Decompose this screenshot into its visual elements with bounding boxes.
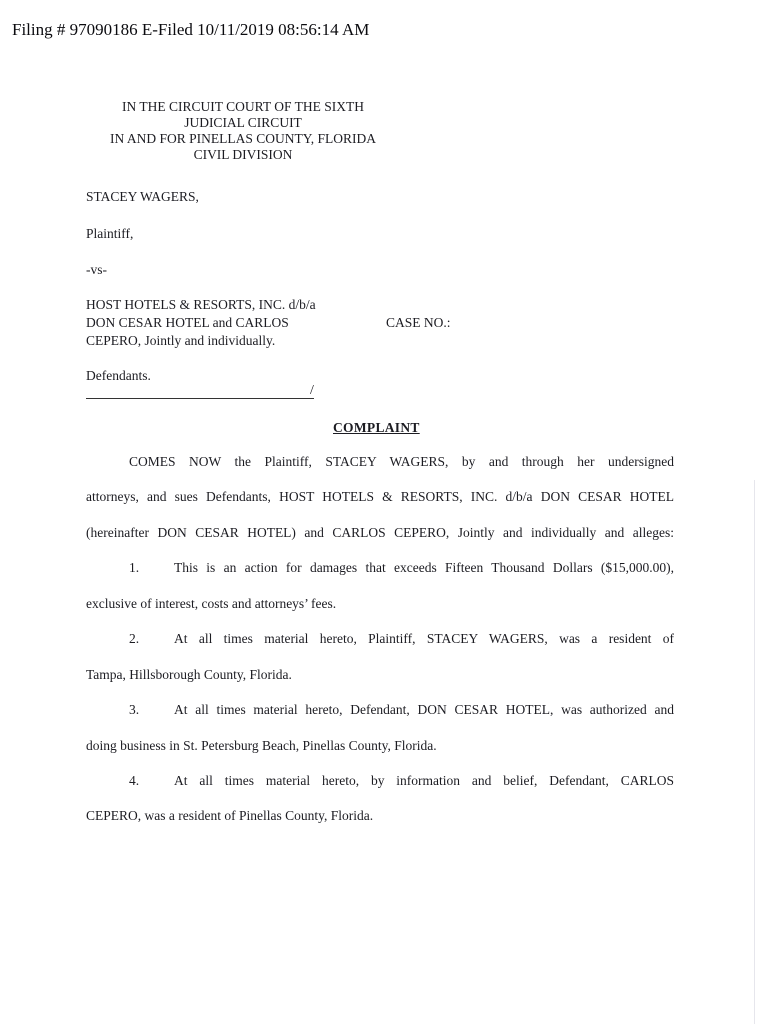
paragraph-number: 1. bbox=[129, 560, 140, 575]
defendants-role: Defendants. bbox=[86, 368, 151, 383]
versus-label: -vs- bbox=[86, 262, 107, 277]
scan-edge-line bbox=[754, 480, 755, 1024]
paragraph-text: At all times material hereto, by information and belief, Defendant, CARLOS bbox=[174, 773, 674, 788]
defendant-line-3: CEPERO, Jointly and individually. bbox=[86, 333, 276, 348]
plaintiff-role: Plaintiff, bbox=[86, 226, 134, 241]
paragraph-1-line-2: exclusive of interest, costs and attorneys’ fees. bbox=[86, 596, 337, 611]
paragraph-1-line-1 bbox=[86, 560, 674, 576]
filing-stamp: Filing # 97090186 E-Filed 10/11/2019 08:56:14 AM bbox=[12, 20, 370, 39]
case-number-label: CASE NO.: bbox=[386, 315, 451, 330]
court-line-3: IN AND FOR PINELLAS COUNTY, FLORIDA bbox=[109, 131, 377, 146]
intro-line-1: COMES NOW the Plaintiff, STACEY WAGERS, by and through her undersigned bbox=[129, 454, 674, 469]
paragraph-number: 2. bbox=[129, 631, 140, 646]
paragraph-number: 4. bbox=[129, 773, 140, 788]
paragraph-3-line-2: doing business in St. Petersburg Beach, Pinellas County, Florida. bbox=[86, 738, 437, 753]
paragraph-2-line-2: Tampa, Hillsborough County, Florida. bbox=[86, 667, 292, 682]
defendant-line-1: HOST HOTELS & RESORTS, INC. d/b/a bbox=[86, 297, 316, 312]
paragraph-text: At all times material hereto, Defendant, DON CESAR HOTEL, was authorized and bbox=[174, 702, 674, 717]
paragraph-3-line-1 bbox=[86, 702, 674, 718]
intro-line-3: (hereinafter DON CESAR HOTEL) and CARLOS CEPERO, Jointly and individually and alleges: bbox=[86, 525, 674, 540]
plaintiff-name: STACEY WAGERS, bbox=[86, 189, 199, 204]
caption-underline bbox=[86, 398, 314, 399]
paragraph-4-line-2: CEPERO, was a resident of Pinellas County, Florida. bbox=[86, 808, 374, 823]
intro-line-2: attorneys, and sues Defendants, HOST HOTELS & RESORTS, INC. d/b/a DON CESAR HOTEL bbox=[86, 489, 674, 504]
court-line-1: IN THE CIRCUIT COURT OF THE SIXTH bbox=[122, 99, 364, 114]
court-caption bbox=[78, 99, 408, 163]
paragraph-number: 3. bbox=[129, 702, 140, 717]
court-line-4: CIVIL DIVISION bbox=[193, 147, 293, 162]
defendant-line-2: DON CESAR HOTEL and CARLOS bbox=[86, 315, 289, 330]
paragraph-text: This is an action for damages that exceeds Fifteen Thousand Dollars ($15,000.00), bbox=[174, 560, 674, 575]
paragraph-4-line-1 bbox=[86, 773, 674, 789]
paragraph-2-line-1 bbox=[86, 631, 674, 647]
paragraph-text: At all times material hereto, Plaintiff, STACEY WAGERS, was a resident of bbox=[174, 631, 674, 646]
court-line-2: JUDICIAL CIRCUIT bbox=[184, 115, 302, 130]
caption-slash: / bbox=[310, 383, 314, 398]
complaint-title: COMPLAINT bbox=[333, 420, 420, 435]
